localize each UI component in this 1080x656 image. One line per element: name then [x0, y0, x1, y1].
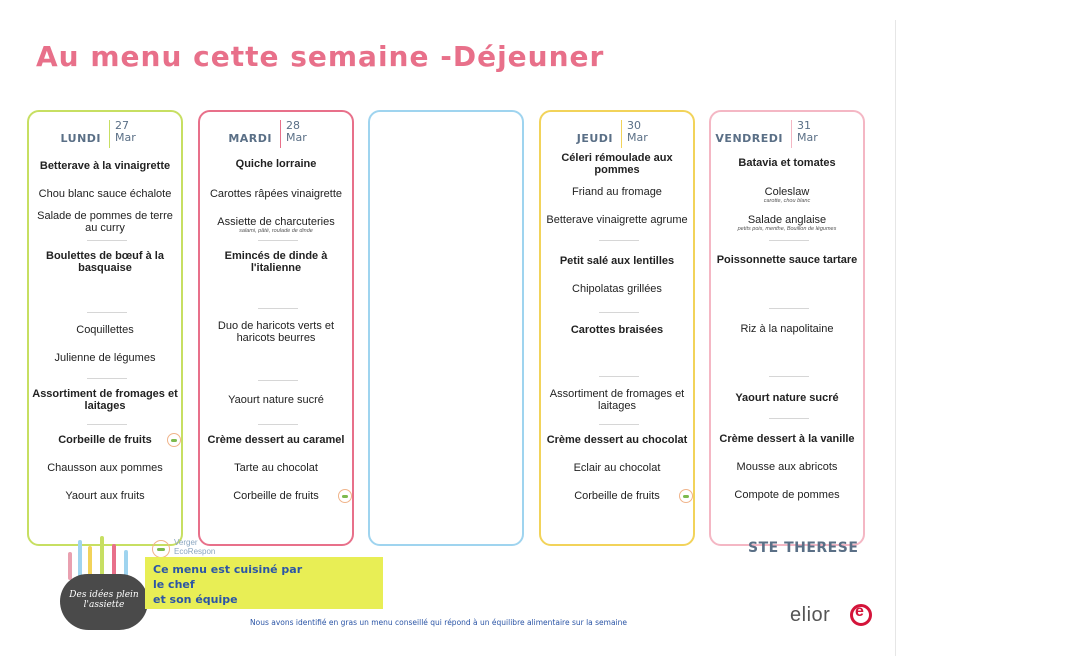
menu-item: [31, 352, 179, 364]
day-column-empty: [368, 110, 524, 546]
day-column-lundi: [27, 110, 183, 546]
menu-item-label: Salade anglaise: [747, 214, 827, 226]
menu-item: [543, 490, 691, 502]
menu-item: [543, 214, 691, 226]
menu-item-label: Assiette de charcuteries: [217, 216, 335, 228]
menu-item-label: Chausson aux pommes: [47, 462, 163, 474]
day-header: [541, 120, 693, 150]
menu-item-label: Crème dessert au chocolat: [546, 434, 688, 446]
verger-ecorespon-icon: [679, 489, 693, 503]
day-name: LUNDI: [60, 132, 101, 145]
brand-logo-text: elior: [790, 604, 831, 626]
utensil-icon: [68, 552, 72, 580]
menu-item: [202, 394, 350, 406]
menu-item-label: Compote de pommes: [734, 489, 840, 501]
menu-item-label: Crème dessert à la vanille: [719, 433, 855, 445]
site-name: STE THERESE: [748, 540, 859, 556]
menu-item-label: Emincés de dinde à l'italienne: [224, 250, 328, 274]
elior-logo-icon: [850, 604, 872, 626]
course-divider: [769, 240, 809, 241]
day-header: [200, 120, 352, 150]
menu-item-detail: salami, pâté, roulade de dinde: [239, 228, 313, 234]
menu-item: [31, 388, 179, 412]
menu-item-label: Poissonnette sauce tartare: [716, 254, 858, 266]
day-header: [29, 120, 181, 150]
course-divider: [258, 308, 298, 309]
des-idees-badge: [58, 550, 154, 630]
menu-item: [713, 392, 861, 404]
menu-item-label: Corbeille de fruits: [574, 490, 660, 502]
menu-item: [713, 157, 861, 169]
course-divider: [87, 312, 127, 313]
menu-item-label: Corbeille de fruits: [233, 490, 319, 502]
menu-item: [713, 186, 861, 205]
banner-line-1: Ce menu est cuisiné par: [153, 563, 303, 576]
menu-item-label: Riz à la napolitaine: [740, 323, 834, 335]
day-month: Mar: [286, 131, 307, 144]
banner-line-3: et son équipe: [153, 593, 238, 606]
verger-ecorespon-icon: [167, 433, 181, 447]
chef-banner: [145, 557, 383, 609]
menu-item: [713, 323, 861, 335]
menu-item: [543, 462, 691, 474]
menu-item-label: Assortiment de fromages et laitages: [549, 388, 685, 412]
course-divider: [258, 240, 298, 241]
menu-item-detail: petits pois, menthe, Bouillon de légumes: [737, 226, 837, 232]
course-divider: [769, 308, 809, 309]
footer-note: Nous avons identifié en gras un menu conseillé qui répond à un équilibre alimentaire sur la semaine: [250, 618, 628, 627]
date-separator: [280, 120, 281, 148]
day-column-vendredi: [709, 110, 865, 546]
day-month: Mar: [797, 131, 818, 144]
menu-item-label: Salade de pommes de terre au curry: [37, 210, 173, 234]
course-divider: [87, 240, 127, 241]
menu-item-label: Quiche lorraine: [235, 158, 317, 170]
menu-item-label: Batavia et tomates: [738, 157, 836, 169]
verger-ecorespon-icon: [152, 540, 170, 558]
menu-item: [543, 434, 691, 446]
day-column-jeudi: [539, 110, 695, 546]
menu-item: [31, 210, 179, 234]
day-number: 30: [627, 119, 641, 132]
banner-line-2: le chef: [153, 578, 195, 591]
day-number: 31: [797, 119, 811, 132]
course-divider: [599, 312, 639, 313]
menu-item: [202, 490, 350, 502]
menu-item-label: Betterave à la vinaigrette: [39, 160, 171, 172]
menu-item-label: Crème dessert au caramel: [207, 434, 345, 446]
menu-item: [202, 188, 350, 200]
menu-item-label: Boulettes de bœuf à la basquaise: [46, 250, 164, 274]
menu-item-label: Yaourt nature sucré: [228, 394, 324, 406]
course-divider: [87, 424, 127, 425]
date-separator: [621, 120, 622, 148]
menu-item: [31, 188, 179, 200]
menu-item-label: Corbeille de fruits: [58, 434, 152, 446]
menu-item: [543, 152, 691, 176]
menu-item-label: Tarte au chocolat: [234, 462, 318, 474]
menu-item: [202, 158, 350, 170]
course-divider: [599, 424, 639, 425]
course-divider: [258, 424, 298, 425]
date-separator: [109, 120, 110, 148]
menu-item-label: Duo de haricots verts et haricots beurres: [217, 320, 335, 344]
menu-item-label: Coquillettes: [76, 324, 134, 336]
day-date: [115, 120, 136, 144]
day-name: MARDI: [228, 132, 272, 145]
menu-item-label: Chipolatas grillées: [572, 283, 662, 295]
menu-item-label: Mousse aux abricots: [736, 461, 838, 473]
menu-item: [31, 160, 179, 172]
menu-item-detail: carotte, chou blanc: [763, 198, 811, 204]
menu-item-label: Petit salé aux lentilles: [559, 255, 675, 267]
menu-item: [31, 250, 179, 274]
day-date: [286, 120, 307, 144]
date-separator: [791, 120, 792, 148]
menu-item-label: Eclair au chocolat: [573, 462, 661, 474]
menu-item: [543, 388, 691, 412]
menu-item: [31, 434, 179, 446]
menu-item-label: Yaourt nature sucré: [735, 392, 839, 404]
menu-item-label: Betterave vinaigrette agrume: [546, 214, 688, 226]
menu-item: [713, 461, 861, 473]
menu-item: [202, 434, 350, 446]
menu-item: [31, 324, 179, 336]
menu-item: [543, 255, 691, 267]
menu-item: [543, 186, 691, 198]
menu-item: [31, 462, 179, 474]
day-name: JEUDI: [576, 132, 613, 145]
menu-item: [543, 324, 691, 336]
menu-item-label: Coleslaw: [764, 186, 810, 198]
course-divider: [599, 240, 639, 241]
day-column-mardi: [198, 110, 354, 546]
verger-label-1: Verger: [174, 538, 198, 547]
menu-item: [713, 489, 861, 501]
day-month: Mar: [627, 131, 648, 144]
menu-item: [713, 214, 861, 233]
day-header: [711, 120, 863, 150]
course-divider: [769, 418, 809, 419]
page-title: Au menu cette semaine -Déjeuner: [36, 40, 605, 73]
menu-item-label: Assortiment de fromages et laitages: [32, 388, 178, 412]
menu-item-label: Friand au fromage: [572, 186, 662, 198]
menu-item: [202, 216, 350, 235]
menu-item-label: Chou blanc sauce échalote: [38, 188, 172, 200]
menu-item: [543, 283, 691, 295]
menu-item: [713, 433, 861, 445]
menu-item: [202, 462, 350, 474]
menu-item: [202, 250, 350, 274]
badge-text: Des idées plein l'assiette: [69, 590, 139, 610]
day-date: [797, 120, 818, 144]
verger-ecorespon-icon: [338, 489, 352, 503]
verger-label-2: EcoRespon: [174, 547, 216, 556]
day-month: Mar: [115, 131, 136, 144]
day-number: 27: [115, 119, 129, 132]
menu-item: [713, 254, 861, 266]
menu-item: [31, 490, 179, 502]
day-date: [627, 120, 648, 144]
course-divider: [258, 380, 298, 381]
day-number: 28: [286, 119, 300, 132]
menu-item: [202, 320, 350, 344]
page-edge: [895, 20, 896, 656]
menu-item-label: Yaourt aux fruits: [65, 490, 145, 502]
course-divider: [87, 378, 127, 379]
menu-item-label: Céleri rémoulade aux pommes: [561, 152, 673, 176]
course-divider: [769, 376, 809, 377]
menu-item-label: Carottes braisées: [570, 324, 664, 336]
menu-item-label: Julienne de légumes: [54, 352, 156, 364]
day-name: VENDREDI: [715, 132, 783, 145]
course-divider: [599, 376, 639, 377]
menu-item-label: Carottes râpées vinaigrette: [209, 188, 343, 200]
